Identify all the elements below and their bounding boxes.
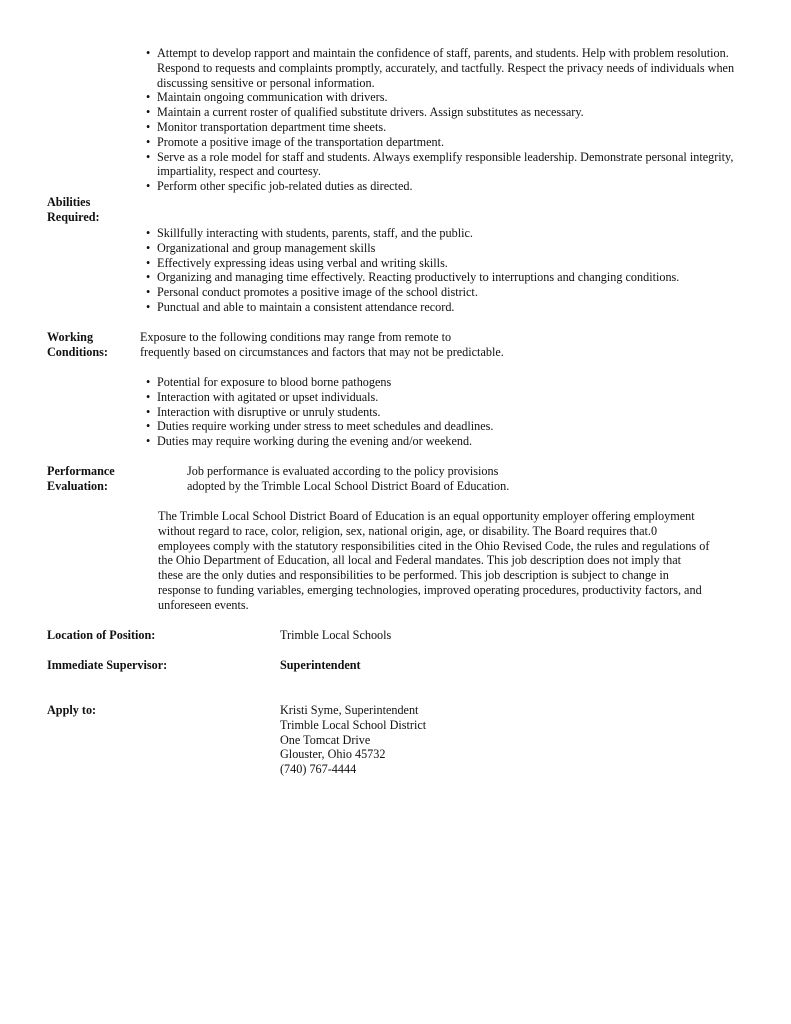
bullet-icon: • bbox=[146, 46, 151, 60]
working-conditions-intro bbox=[140, 330, 740, 360]
abilities-list bbox=[146, 226, 746, 315]
location-value: Trimble Local Schools bbox=[280, 628, 392, 642]
bullet-icon: • bbox=[146, 375, 151, 389]
eo-line: The Trimble Local School District Board of Education is an equal opportunity employer offering employment bbox=[158, 509, 695, 523]
bullet-icon: • bbox=[146, 119, 151, 134]
bullet-icon: • bbox=[146, 226, 151, 240]
ability-item bbox=[146, 285, 746, 300]
duty-item bbox=[146, 46, 746, 90]
ability-text: Punctual and able to maintain a consistent attendance record. bbox=[157, 299, 455, 314]
condition-item bbox=[146, 375, 746, 390]
apply-label: Apply to: bbox=[47, 703, 97, 717]
abilities-label-line2: Required: bbox=[47, 209, 100, 224]
duty-item bbox=[146, 179, 746, 194]
bullet-icon: • bbox=[146, 404, 151, 419]
condition-item bbox=[146, 434, 746, 449]
duty-item bbox=[146, 150, 746, 180]
working-conditions-list bbox=[146, 375, 746, 449]
condition-item bbox=[146, 390, 746, 405]
ability-text: Organizing and managing time effectively. Reacting productively to interruptions and changing conditions. bbox=[157, 270, 680, 285]
apply-contact-name: Kristi Syme, Superintendent bbox=[280, 703, 419, 717]
eo-line: employees comply with the statutory responsibilities cited in the Ohio Revised Code, the rules and regulations of bbox=[158, 538, 710, 553]
working-conditions-section bbox=[146, 375, 746, 449]
supervisor-label: Immediate Supervisor: bbox=[47, 658, 168, 672]
ability-text: Organizational and group management skills bbox=[157, 240, 376, 255]
supervisor-value: Superintendent bbox=[280, 658, 361, 672]
working-conditions-label-line2: Conditions: bbox=[47, 344, 108, 359]
eo-line: response to funding variables, emerging technologies, improved operating procedures, productivity factors, and bbox=[158, 582, 702, 597]
ability-item bbox=[146, 256, 746, 271]
bullet-icon: • bbox=[146, 255, 151, 270]
duties-section bbox=[146, 46, 746, 194]
bullet-icon: • bbox=[146, 149, 151, 164]
location-label: Location of Position: bbox=[47, 628, 156, 642]
bullet-icon: • bbox=[146, 434, 151, 449]
ability-item bbox=[146, 270, 746, 285]
ability-text: Skillfully interacting with students, parents, staff, and the public. bbox=[157, 226, 473, 240]
duty-text: Attempt to develop rapport and maintain the confidence of staff, parents, and students. Help with problem resolution. Respond to requests and complaints promptly, accurately, and tactfully. Respect the privacy needs of individuals when discussing sensitive or personal information. bbox=[157, 46, 735, 90]
condition-item bbox=[146, 405, 746, 420]
ability-text: Effectively expressing ideas using verbal and writing skills. bbox=[157, 255, 448, 270]
eo-line: without regard to race, color, religion, sex, national origin, age, or disability. The Board requires that.0 bbox=[158, 523, 658, 538]
eo-line: the Ohio Department of Education, all local and Federal mandates. This job description does not imply that bbox=[158, 553, 682, 568]
bullet-icon: • bbox=[146, 299, 151, 314]
duty-item bbox=[146, 90, 746, 105]
performance-text-line2: adopted by the Trimble Local School District Board of Education. bbox=[187, 478, 510, 493]
bullet-icon: • bbox=[146, 270, 151, 285]
duty-item bbox=[146, 105, 746, 120]
duty-text: Maintain a current roster of qualified substitute drivers. Assign substitutes as necessary. bbox=[157, 105, 584, 120]
condition-text: Potential for exposure to blood borne pathogens bbox=[157, 375, 392, 389]
performance-label-line1: Performance bbox=[47, 464, 115, 478]
bullet-icon: • bbox=[146, 389, 151, 404]
apply-city-state-zip: Glouster, Ohio 45732 bbox=[280, 747, 386, 762]
bullet-icon: • bbox=[146, 285, 151, 300]
bullet-icon: • bbox=[146, 105, 151, 120]
eo-line: unforeseen events. bbox=[158, 597, 249, 612]
apply-address bbox=[280, 703, 580, 777]
abilities-section bbox=[146, 226, 746, 315]
ability-item bbox=[146, 241, 746, 256]
condition-text: Interaction with disruptive or unruly students. bbox=[157, 404, 381, 419]
condition-text: Duties may require working during the evening and/or weekend. bbox=[157, 434, 473, 449]
abilities-label-line1: Abilities bbox=[47, 195, 91, 209]
duty-text: Maintain ongoing communication with drivers. bbox=[157, 90, 388, 105]
apply-district: Trimble Local School District bbox=[280, 717, 427, 732]
bullet-icon: • bbox=[146, 419, 151, 434]
equal-opportunity-paragraph bbox=[158, 509, 750, 613]
working-conditions-label-line1: Working bbox=[47, 330, 94, 344]
duty-item bbox=[146, 120, 746, 135]
eo-line: these are the only duties and responsibilities to be performed. This job description is subject to change in bbox=[158, 568, 669, 583]
condition-text: Duties require working under stress to meet schedules and deadlines. bbox=[157, 419, 494, 434]
working-conditions-intro-line2: frequently based on circumstances and factors that may not be predictable. bbox=[140, 344, 504, 359]
performance-text bbox=[187, 464, 747, 494]
working-conditions-label bbox=[47, 330, 137, 360]
duty-text: Perform other specific job-related duties as directed. bbox=[157, 179, 413, 194]
apply-street: One Tomcat Drive bbox=[280, 732, 371, 747]
condition-text: Interaction with agitated or upset individuals. bbox=[157, 389, 379, 404]
bullet-icon: • bbox=[146, 90, 151, 105]
condition-item bbox=[146, 419, 746, 434]
bullet-icon: • bbox=[146, 179, 151, 194]
duty-text: Serve as a role model for staff and students. Always exemplify responsible leadership. Demonstrate personal integrity, impartiality, respect and courtesy. bbox=[157, 149, 734, 179]
ability-item bbox=[146, 226, 746, 241]
duties-list bbox=[146, 46, 746, 194]
performance-label-line2: Evaluation: bbox=[47, 478, 108, 493]
performance-label bbox=[47, 464, 147, 494]
duty-text: Monitor transportation department time sheets. bbox=[157, 119, 387, 134]
duty-item bbox=[146, 135, 746, 150]
bullet-icon: • bbox=[146, 134, 151, 149]
ability-item bbox=[146, 300, 746, 315]
working-conditions-intro-line1: Exposure to the following conditions may range from remote to bbox=[140, 330, 452, 344]
bullet-icon: • bbox=[146, 240, 151, 255]
ability-text: Personal conduct promotes a positive image of the school district. bbox=[157, 285, 478, 300]
apply-phone: (740) 767-4444 bbox=[280, 762, 357, 777]
duty-text: Promote a positive image of the transportation department. bbox=[157, 134, 445, 149]
performance-text-line1: Job performance is evaluated according to the policy provisions bbox=[187, 464, 499, 478]
abilities-label bbox=[47, 195, 137, 225]
